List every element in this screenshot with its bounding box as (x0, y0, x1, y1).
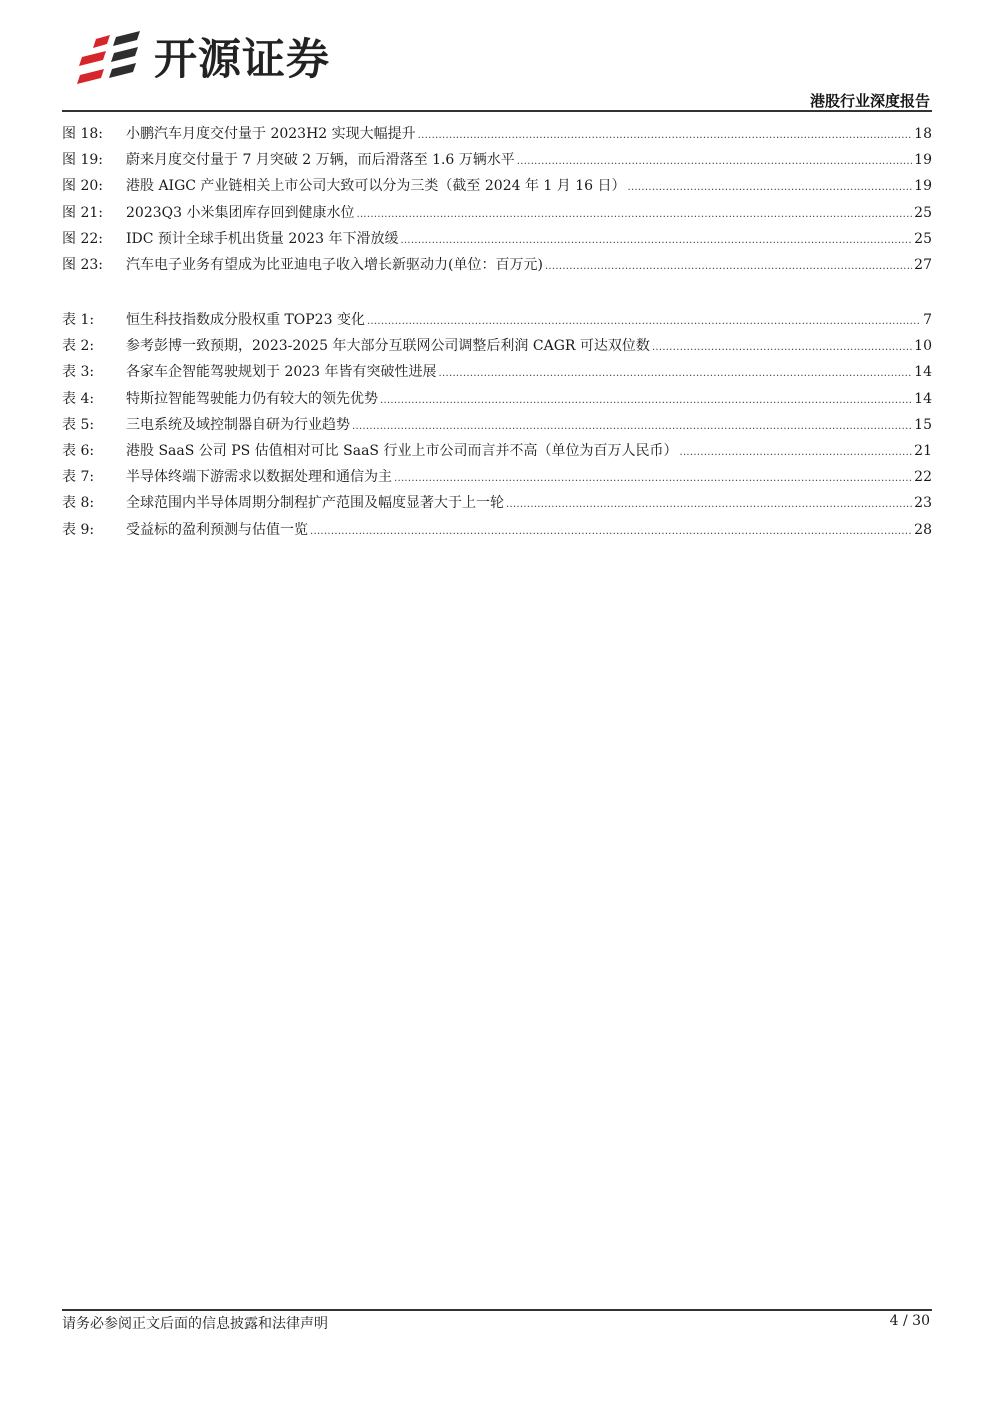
toc-page: 19 (914, 152, 932, 169)
toc-page: 25 (914, 204, 932, 221)
toc-label: 表 1: (62, 312, 95, 328)
toc-title: 各家车企智能驾驶规划于 2023 年皆有突破性进展 (126, 364, 437, 381)
logo-text: 开源证券 (154, 35, 330, 85)
dot-leader (356, 200, 912, 228)
page-header (62, 24, 932, 114)
toc-title: 特斯拉智能驾驶能力仍有较大的领先优势 (126, 390, 378, 407)
toc-page: 15 (914, 416, 932, 433)
toc-row[interactable] (62, 490, 932, 516)
toc-row[interactable] (62, 386, 932, 412)
toc-title: 2023Q3 小米集团库存回到健康水位 (126, 204, 355, 221)
toc-row[interactable] (62, 307, 932, 333)
toc-title: 港股 SaaS 公司 PS 估值相对可比 SaaS 行业上市公司而言并不高（单位为百万人民币） (126, 442, 678, 459)
toc-title: 三电系统及域控制器自研为行业趋势 (126, 416, 350, 433)
dot-leader (652, 333, 912, 361)
toc-page: 10 (914, 338, 932, 355)
toc-label: 表 7: (62, 469, 95, 486)
toc-title: 蔚来月度交付量于 7 月突破 2 万辆，而后滑落至 1.6 万辆水平 (126, 152, 515, 169)
toc-label: 图 22: (62, 230, 103, 247)
toc-page: 19 (914, 178, 932, 195)
toc-row[interactable] (62, 438, 932, 464)
toc-page: 23 (914, 495, 932, 512)
toc-title: 受益标的盈利预测与估值一览 (126, 521, 308, 538)
page-number: 4 / 30 (889, 1313, 930, 1329)
dot-leader (380, 386, 912, 414)
toc-row[interactable] (62, 359, 932, 385)
toc-label: 图 21: (62, 204, 103, 221)
dot-leader (394, 464, 912, 492)
toc-title: 全球范围内半导体周期分制程扩产范围及幅度显著大于上一轮 (126, 495, 504, 512)
toc-page: 28 (914, 521, 932, 538)
toc-row[interactable] (62, 173, 932, 199)
toc-label: 图 18: (62, 126, 103, 142)
dot-leader (545, 252, 912, 280)
toc-label: 表 6: (62, 442, 95, 459)
toc-title: 半导体终端下游需求以数据处理和通信为主 (126, 469, 392, 486)
toc-row[interactable] (62, 226, 932, 252)
toc-label: 图 23: (62, 256, 103, 273)
toc-row[interactable] (62, 200, 932, 226)
dot-leader (310, 517, 912, 545)
toc-row[interactable] (62, 121, 932, 147)
toc-label: 表 5: (62, 416, 95, 433)
report-type: 港股行业深度报告 (809, 92, 930, 110)
toc-title: 小鹏汽车月度交付量于 2023H2 实现大幅提升 (126, 126, 416, 142)
table-index (62, 307, 932, 543)
toc-label: 表 4: (62, 390, 95, 407)
toc-row[interactable] (62, 147, 932, 173)
toc-title: 港股 AIGC 产业链相关上市公司大致可以分为三类（截至 2024 年 1 月 16 日） (126, 178, 626, 195)
toc-title: IDC 预计全球手机出货量 2023 年下滑放缓 (126, 230, 399, 247)
dot-leader (367, 307, 921, 335)
figure-index (62, 121, 932, 278)
dot-leader (506, 490, 912, 518)
toc-label: 表 8: (62, 495, 95, 512)
dot-leader (400, 226, 912, 254)
toc-title: 汽车电子业务有望成为比亚迪电子收入增长新驱动力(单位：百万元) (126, 256, 543, 273)
toc-page: 7 (923, 312, 932, 328)
dot-leader (679, 438, 912, 466)
kaiyuan-logo-icon (76, 31, 148, 89)
company-logo (76, 30, 330, 90)
header-divider (62, 110, 932, 112)
toc-page: 25 (914, 230, 932, 247)
toc-label: 图 19: (62, 152, 103, 169)
footer-divider (62, 1309, 932, 1311)
dot-leader (439, 359, 913, 387)
dot-leader (628, 173, 913, 201)
toc-page: 27 (914, 256, 932, 273)
footer-disclaimer: 请务必参阅正文后面的信息披露和法律声明 (62, 1316, 328, 1332)
dot-leader (352, 412, 912, 440)
toc-page: 18 (914, 126, 932, 142)
toc-row[interactable] (62, 333, 932, 359)
toc-row[interactable] (62, 464, 932, 490)
toc-page: 14 (914, 364, 932, 381)
toc-row[interactable] (62, 517, 932, 543)
toc-page: 14 (914, 390, 932, 407)
toc-label: 图 20: (62, 178, 103, 195)
toc-label: 表 2: (62, 338, 95, 355)
toc-label: 表 9: (62, 521, 95, 538)
toc-page: 21 (914, 442, 932, 459)
toc-title: 恒生科技指数成分股权重 TOP23 变化 (126, 312, 365, 328)
dot-leader (418, 121, 913, 149)
dot-leader (517, 147, 912, 175)
toc-row[interactable] (62, 412, 932, 438)
toc-title: 参考彭博一致预期，2023-2025 年大部分互联网公司调整后利润 CAGR 可达双位数 (126, 338, 650, 355)
toc-page: 22 (914, 469, 932, 486)
toc-label: 表 3: (62, 364, 95, 381)
toc-row[interactable] (62, 252, 932, 278)
